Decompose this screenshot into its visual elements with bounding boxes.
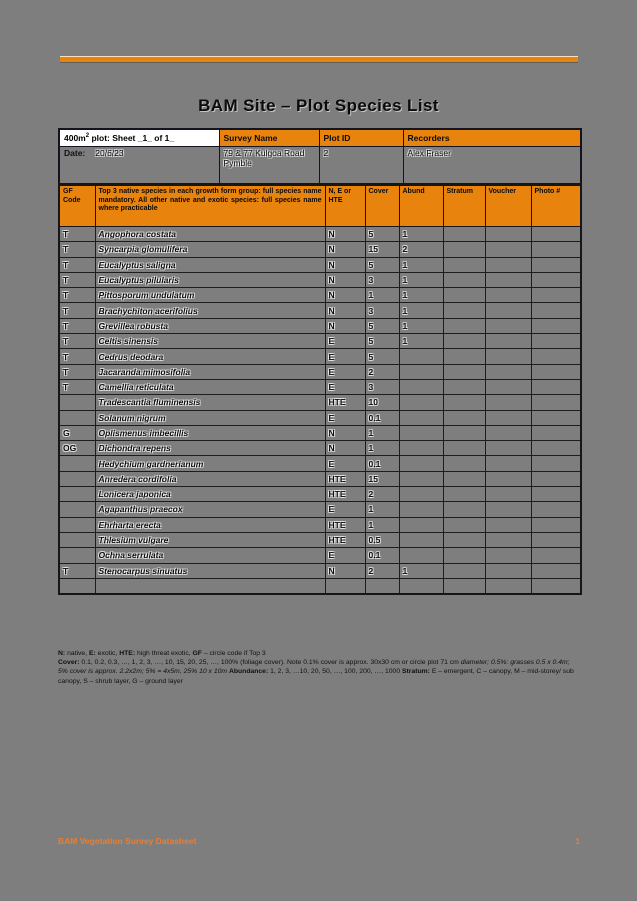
cover-cell: 1 bbox=[365, 517, 399, 532]
stratum-cell bbox=[443, 334, 485, 349]
species-row bbox=[59, 349, 581, 364]
voucher-cell bbox=[485, 456, 531, 471]
voucher-cell bbox=[485, 272, 531, 287]
col-header-origin: N, E or HTE bbox=[325, 185, 365, 227]
photo-cell bbox=[531, 425, 581, 440]
species-cell: Lonicera japonica bbox=[95, 487, 325, 502]
footer-page-number: 1 bbox=[575, 836, 580, 846]
gf-cell bbox=[59, 471, 95, 486]
plot-size-sup: 2 bbox=[85, 133, 90, 140]
species-row bbox=[59, 456, 581, 471]
species-row bbox=[59, 441, 581, 456]
species-cell: Grevillea robusta bbox=[95, 318, 325, 333]
origin-cell: N bbox=[325, 425, 365, 440]
species-row bbox=[59, 272, 581, 287]
species-cell bbox=[95, 578, 325, 594]
abund-cell: 1 bbox=[399, 318, 443, 333]
voucher-cell bbox=[485, 578, 531, 594]
stratum-cell bbox=[443, 318, 485, 333]
abund-cell: 1 bbox=[399, 303, 443, 318]
cover-cell: 1 bbox=[365, 425, 399, 440]
voucher-cell bbox=[485, 349, 531, 364]
species-cell: Hedychium gardnerianum bbox=[95, 456, 325, 471]
stratum-cell bbox=[443, 303, 485, 318]
photo-cell bbox=[531, 441, 581, 456]
origin-cell: HTE bbox=[325, 532, 365, 547]
stratum-cell bbox=[443, 257, 485, 272]
voucher-cell bbox=[485, 425, 531, 440]
abund-cell bbox=[399, 471, 443, 486]
stratum-cell bbox=[443, 288, 485, 303]
abund-cell bbox=[399, 487, 443, 502]
species-row bbox=[59, 517, 581, 532]
footnote-line-2: Cover: 0.1, 0.2, 0.3, …, 1, 2, 3, …, 10, 15, 20, 25, …, 100% (foliage cover). Note 0.1% cover is approx. 30x30 cm or circle plot 71 cm diameter; 0.5%: grasses 0.5 x 0.4m; 5% cover is approx. 2.2x2m; 5% = 4x5m, 25% 10 x 10m Abundance: 1, 2, 3, …10, 20, 50, …, 100, 200, …, 1000 Stratum: E – emergent, C – canopy, M – mid-storey/ sub canopy, S – shrub layer, G – ground layer bbox=[58, 659, 574, 685]
gf-cell: T bbox=[59, 257, 95, 272]
footer-doc-title: BAM Vegetation Survey Datasheet bbox=[58, 836, 197, 846]
species-row bbox=[59, 364, 581, 379]
cover-cell: 1 bbox=[365, 441, 399, 456]
voucher-cell bbox=[485, 227, 531, 242]
page-footer bbox=[58, 836, 580, 846]
photo-cell bbox=[531, 502, 581, 517]
species-row bbox=[59, 471, 581, 486]
photo-cell bbox=[531, 272, 581, 287]
origin-cell: N bbox=[325, 288, 365, 303]
species-header-row bbox=[59, 185, 581, 227]
species-cell: Solanum nigrum bbox=[95, 410, 325, 425]
origin-cell: E bbox=[325, 410, 365, 425]
photo-cell bbox=[531, 532, 581, 547]
abund-cell: 2 bbox=[399, 242, 443, 257]
stratum-cell bbox=[443, 532, 485, 547]
photo-cell bbox=[531, 548, 581, 563]
date-value: 20/6/23 bbox=[95, 148, 124, 158]
info-table bbox=[58, 128, 582, 185]
stratum-cell bbox=[443, 364, 485, 379]
stratum-cell bbox=[443, 548, 485, 563]
stratum-cell bbox=[443, 441, 485, 456]
stratum-cell bbox=[443, 502, 485, 517]
abund-cell bbox=[399, 379, 443, 394]
gf-cell bbox=[59, 456, 95, 471]
origin-cell: E bbox=[325, 364, 365, 379]
cover-cell: 3 bbox=[365, 303, 399, 318]
stratum-cell bbox=[443, 563, 485, 578]
abund-cell bbox=[399, 548, 443, 563]
species-row bbox=[59, 532, 581, 547]
plot-size-text: 400m bbox=[64, 133, 86, 143]
origin-cell: E bbox=[325, 349, 365, 364]
survey-name-header: Survey Name bbox=[219, 129, 319, 147]
cover-cell: 0.1 bbox=[365, 456, 399, 471]
photo-cell bbox=[531, 456, 581, 471]
origin-cell: HTE bbox=[325, 471, 365, 486]
cover-cell: 10 bbox=[365, 395, 399, 410]
voucher-cell bbox=[485, 288, 531, 303]
photo-cell bbox=[531, 349, 581, 364]
gf-cell: T bbox=[59, 379, 95, 394]
voucher-cell bbox=[485, 395, 531, 410]
species-cell: Brachychiton acerifolius bbox=[95, 303, 325, 318]
species-cell: Ehrharta erecta bbox=[95, 517, 325, 532]
species-row bbox=[59, 563, 581, 578]
stratum-cell bbox=[443, 227, 485, 242]
voucher-cell bbox=[485, 532, 531, 547]
gf-cell: OG bbox=[59, 441, 95, 456]
cover-cell: 3 bbox=[365, 272, 399, 287]
cover-cell: 0.1 bbox=[365, 410, 399, 425]
abund-cell: 1 bbox=[399, 227, 443, 242]
origin-cell: N bbox=[325, 318, 365, 333]
stratum-cell bbox=[443, 349, 485, 364]
plot-id-header: Plot ID bbox=[319, 129, 403, 147]
abund-cell bbox=[399, 578, 443, 594]
photo-cell bbox=[531, 410, 581, 425]
species-cell: Agapanthus praecox bbox=[95, 502, 325, 517]
voucher-cell bbox=[485, 517, 531, 532]
stratum-cell bbox=[443, 410, 485, 425]
col-header-abund: Abund bbox=[399, 185, 443, 227]
species-row bbox=[59, 303, 581, 318]
col-header-species: Top 3 native species in each growth form group: full species name mandatory. All other native and exotic species: full species name where practicable bbox=[95, 185, 325, 227]
cover-cell: 5 bbox=[365, 318, 399, 333]
voucher-cell bbox=[485, 441, 531, 456]
abund-cell bbox=[399, 441, 443, 456]
origin-cell: E bbox=[325, 548, 365, 563]
date-label: Date: bbox=[64, 148, 86, 158]
species-row bbox=[59, 242, 581, 257]
voucher-cell bbox=[485, 303, 531, 318]
species-row bbox=[59, 227, 581, 242]
gf-cell: T bbox=[59, 334, 95, 349]
stratum-cell bbox=[443, 379, 485, 394]
col-header-voucher: Voucher bbox=[485, 185, 531, 227]
gf-cell: T bbox=[59, 318, 95, 333]
photo-cell bbox=[531, 227, 581, 242]
date-cell bbox=[59, 147, 219, 185]
abund-cell bbox=[399, 349, 443, 364]
species-cell: Oplismenus imbecillis bbox=[95, 425, 325, 440]
gf-cell bbox=[59, 532, 95, 547]
photo-cell bbox=[531, 517, 581, 532]
origin-cell: E bbox=[325, 334, 365, 349]
species-cell: Camellia reticulata bbox=[95, 379, 325, 394]
species-cell: Syncarpia glomulifera bbox=[95, 242, 325, 257]
gf-cell: T bbox=[59, 242, 95, 257]
stratum-cell bbox=[443, 242, 485, 257]
origin-cell: HTE bbox=[325, 395, 365, 410]
cover-cell: 5 bbox=[365, 349, 399, 364]
abund-cell: 1 bbox=[399, 288, 443, 303]
photo-cell bbox=[531, 288, 581, 303]
cover-cell: 5 bbox=[365, 227, 399, 242]
stratum-cell bbox=[443, 471, 485, 486]
voucher-cell bbox=[485, 242, 531, 257]
species-cell: Tradescantia fluminensis bbox=[95, 395, 325, 410]
top-orange-rule bbox=[60, 56, 578, 62]
col-header-photo: Photo # bbox=[531, 185, 581, 227]
voucher-cell bbox=[485, 257, 531, 272]
voucher-cell bbox=[485, 548, 531, 563]
origin-cell: E bbox=[325, 379, 365, 394]
cover-cell: 0.1 bbox=[365, 548, 399, 563]
cover-cell: 1 bbox=[365, 288, 399, 303]
cover-cell: 15 bbox=[365, 471, 399, 486]
species-cell: Stenocarpus sinuatus bbox=[95, 563, 325, 578]
gf-cell bbox=[59, 578, 95, 594]
species-row bbox=[59, 487, 581, 502]
species-row bbox=[59, 395, 581, 410]
origin-cell: N bbox=[325, 441, 365, 456]
stratum-cell bbox=[443, 395, 485, 410]
species-row bbox=[59, 578, 581, 594]
origin-cell: N bbox=[325, 227, 365, 242]
species-row bbox=[59, 257, 581, 272]
voucher-cell bbox=[485, 563, 531, 578]
sheet-number-text: plot: Sheet _1_ of 1_ bbox=[89, 133, 175, 143]
species-row bbox=[59, 548, 581, 563]
origin-cell: E bbox=[325, 502, 365, 517]
stratum-cell bbox=[443, 425, 485, 440]
species-row bbox=[59, 410, 581, 425]
gf-cell bbox=[59, 517, 95, 532]
voucher-cell bbox=[485, 471, 531, 486]
gf-cell: T bbox=[59, 303, 95, 318]
photo-cell bbox=[531, 334, 581, 349]
species-cell: Anredera cordifolia bbox=[95, 471, 325, 486]
col-header-stratum: Stratum bbox=[443, 185, 485, 227]
page-title: BAM Site – Plot Species List bbox=[198, 96, 439, 115]
photo-cell bbox=[531, 578, 581, 594]
abund-cell: 1 bbox=[399, 272, 443, 287]
abund-cell bbox=[399, 364, 443, 379]
cover-cell: 2 bbox=[365, 487, 399, 502]
gf-cell: T bbox=[59, 349, 95, 364]
photo-cell bbox=[531, 471, 581, 486]
species-row bbox=[59, 318, 581, 333]
photo-cell bbox=[531, 364, 581, 379]
origin-cell: N bbox=[325, 257, 365, 272]
cover-cell: 1 bbox=[365, 502, 399, 517]
abund-cell bbox=[399, 456, 443, 471]
species-row bbox=[59, 379, 581, 394]
species-cell: Cedrus deodara bbox=[95, 349, 325, 364]
gf-cell: T bbox=[59, 227, 95, 242]
photo-cell bbox=[531, 242, 581, 257]
species-cell: Dichondra repens bbox=[95, 441, 325, 456]
stratum-cell bbox=[443, 272, 485, 287]
cover-cell: 5 bbox=[365, 257, 399, 272]
photo-cell bbox=[531, 379, 581, 394]
footnotes bbox=[58, 649, 580, 686]
abund-cell bbox=[399, 395, 443, 410]
species-cell: Jacaranda mimosifolia bbox=[95, 364, 325, 379]
abund-cell: 1 bbox=[399, 334, 443, 349]
gf-cell: T bbox=[59, 272, 95, 287]
abund-cell bbox=[399, 517, 443, 532]
col-header-cover: Cover bbox=[365, 185, 399, 227]
species-cell: Pittosporum undulatum bbox=[95, 288, 325, 303]
gf-cell bbox=[59, 410, 95, 425]
photo-cell bbox=[531, 303, 581, 318]
origin-cell: HTE bbox=[325, 487, 365, 502]
stratum-cell bbox=[443, 456, 485, 471]
cover-cell: 2 bbox=[365, 563, 399, 578]
species-cell: Angophora costata bbox=[95, 227, 325, 242]
gf-cell: T bbox=[59, 364, 95, 379]
origin-cell: N bbox=[325, 563, 365, 578]
gf-cell bbox=[59, 395, 95, 410]
species-cell: Eucalyptus saligna bbox=[95, 257, 325, 272]
species-rows bbox=[59, 227, 581, 595]
species-cell: Eucalyptus pilularis bbox=[95, 272, 325, 287]
abund-cell bbox=[399, 425, 443, 440]
species-row bbox=[59, 334, 581, 349]
gf-cell bbox=[59, 548, 95, 563]
voucher-cell bbox=[485, 410, 531, 425]
cover-cell: 0.5 bbox=[365, 532, 399, 547]
photo-cell bbox=[531, 563, 581, 578]
stratum-cell bbox=[443, 517, 485, 532]
species-cell: Celtis sinensis bbox=[95, 334, 325, 349]
abund-cell: 1 bbox=[399, 257, 443, 272]
gf-cell bbox=[59, 487, 95, 502]
gf-cell: T bbox=[59, 288, 95, 303]
photo-cell bbox=[531, 395, 581, 410]
voucher-cell bbox=[485, 318, 531, 333]
photo-cell bbox=[531, 487, 581, 502]
origin-cell: HTE bbox=[325, 517, 365, 532]
cover-cell bbox=[365, 578, 399, 594]
plot-id-value: 2 bbox=[319, 147, 403, 185]
gf-cell: G bbox=[59, 425, 95, 440]
cover-cell: 2 bbox=[365, 364, 399, 379]
origin-cell: E bbox=[325, 456, 365, 471]
origin-cell: N bbox=[325, 272, 365, 287]
species-row bbox=[59, 288, 581, 303]
photo-cell bbox=[531, 318, 581, 333]
cover-cell: 15 bbox=[365, 242, 399, 257]
abund-cell bbox=[399, 532, 443, 547]
origin-cell bbox=[325, 578, 365, 594]
voucher-cell bbox=[485, 364, 531, 379]
abund-cell bbox=[399, 502, 443, 517]
gf-cell: T bbox=[59, 563, 95, 578]
abund-cell bbox=[399, 410, 443, 425]
cover-cell: 5 bbox=[365, 334, 399, 349]
footnote-line-1: N: native, E: exotic, HTE: high threat exotic, GF – circle code if Top 3 bbox=[58, 650, 266, 657]
species-cell: Ochna serrulata bbox=[95, 548, 325, 563]
stratum-cell bbox=[443, 487, 485, 502]
plot-sheet-cell bbox=[59, 129, 219, 147]
voucher-cell bbox=[485, 487, 531, 502]
species-table bbox=[58, 184, 582, 595]
species-row bbox=[59, 425, 581, 440]
col-header-gf: GF Code bbox=[59, 185, 95, 227]
survey-name-value: 79 & 77 Kulgoa Road Pymble bbox=[219, 147, 319, 185]
gf-cell bbox=[59, 502, 95, 517]
recorders-value: Alex Fraser bbox=[403, 147, 581, 185]
cover-cell: 3 bbox=[365, 379, 399, 394]
voucher-cell bbox=[485, 379, 531, 394]
abund-cell: 1 bbox=[399, 563, 443, 578]
voucher-cell bbox=[485, 334, 531, 349]
species-cell: Thlesium vulgare bbox=[95, 532, 325, 547]
voucher-cell bbox=[485, 502, 531, 517]
species-row bbox=[59, 502, 581, 517]
photo-cell bbox=[531, 257, 581, 272]
stratum-cell bbox=[443, 578, 485, 594]
origin-cell: N bbox=[325, 242, 365, 257]
origin-cell: N bbox=[325, 303, 365, 318]
recorders-header: Recorders bbox=[403, 129, 581, 147]
